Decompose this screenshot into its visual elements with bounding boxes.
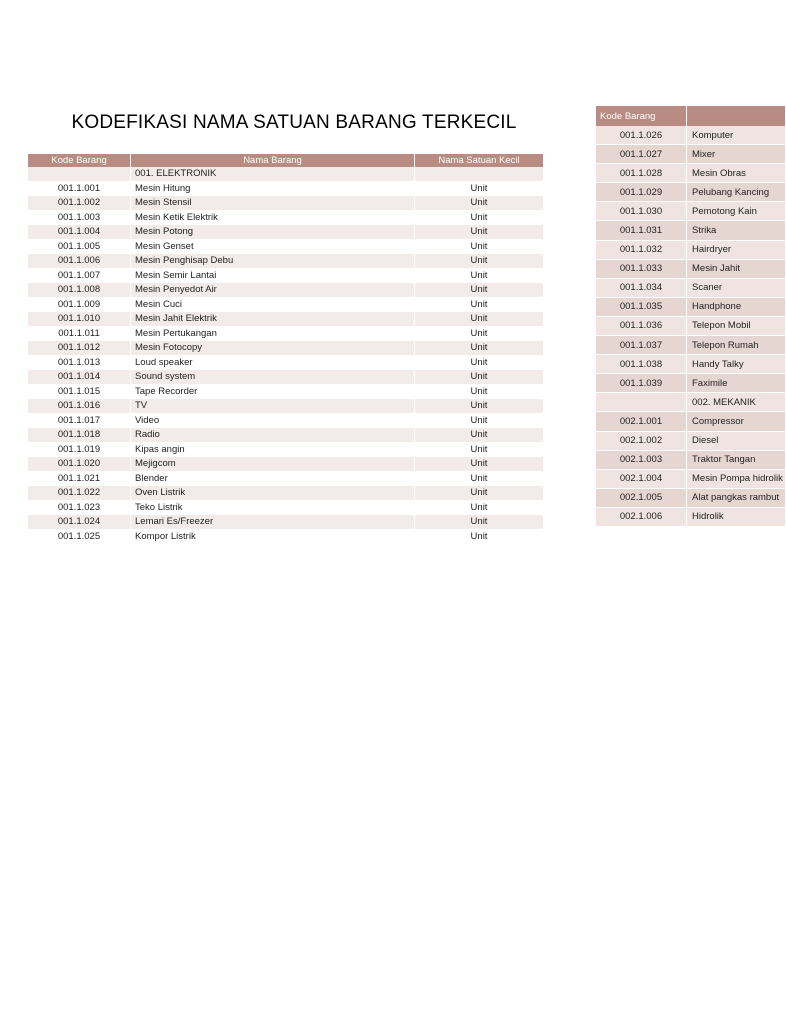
cell-nama-barang: Mejigcom xyxy=(131,457,415,472)
cell-satuan: Unit xyxy=(415,457,544,472)
cell-kode-barang: 001.1.014 xyxy=(28,370,131,385)
table-row xyxy=(28,283,544,298)
cell-satuan: Unit xyxy=(415,196,544,211)
cell-nama-barang: Komputer xyxy=(687,126,786,145)
cell-nama-barang: Lemari Es/Freezer xyxy=(131,515,415,530)
table-row xyxy=(596,393,786,412)
table-row xyxy=(596,297,786,316)
table-row xyxy=(596,278,786,297)
table-row xyxy=(28,413,544,428)
table-row xyxy=(28,428,544,443)
cell-kode-barang: 002.1.003 xyxy=(596,450,687,469)
cell-satuan: Unit xyxy=(415,239,544,254)
cell-kode-barang: 002.1.005 xyxy=(596,488,687,507)
cell-kode-barang: 001.1.037 xyxy=(596,336,687,355)
cell-nama-barang: Faximile xyxy=(687,374,786,393)
table-row xyxy=(28,181,544,196)
cell-kode-barang: 001.1.033 xyxy=(596,259,687,278)
cell-kode-barang: 001.1.008 xyxy=(28,283,131,298)
cell-nama-barang: Radio xyxy=(131,428,415,443)
table-row xyxy=(28,370,544,385)
table-row xyxy=(596,431,786,450)
cell-kode-barang: 001.1.016 xyxy=(28,399,131,414)
cell-nama-barang: Strika xyxy=(687,221,786,240)
table-row xyxy=(596,183,786,202)
cell-nama-barang: Mesin Semir Lantai xyxy=(131,268,415,283)
cell-nama-barang: Sound system xyxy=(131,370,415,385)
cell-kode-barang: 001.1.001 xyxy=(28,181,131,196)
header-nama-barang: Nama Barang xyxy=(131,154,415,167)
cell-satuan xyxy=(415,167,544,181)
cell-kode-barang: 001.1.012 xyxy=(28,341,131,356)
cell-nama-barang: Video xyxy=(131,413,415,428)
cell-nama-barang: Mesin Jahit Elektrik xyxy=(131,312,415,327)
right-table-header-row xyxy=(596,106,786,126)
cell-nama-barang: Mesin Potong xyxy=(131,225,415,240)
table-row xyxy=(28,239,544,254)
cell-satuan: Unit xyxy=(415,297,544,312)
cell-nama-barang: Compressor xyxy=(687,412,786,431)
table-row xyxy=(596,507,786,526)
cell-kode-barang: 001.1.003 xyxy=(28,210,131,225)
cell-nama-barang: Handy Talky xyxy=(687,355,786,374)
table-row xyxy=(28,196,544,211)
cell-nama-barang: Telepon Mobil xyxy=(687,316,786,335)
cell-kode-barang: 001.1.030 xyxy=(596,202,687,221)
cell-kode-barang: 001.1.002 xyxy=(28,196,131,211)
cell-satuan: Unit xyxy=(415,384,544,399)
cell-kode-barang: 001.1.010 xyxy=(28,312,131,327)
table-row xyxy=(28,399,544,414)
cell-nama-barang: Hidrolik xyxy=(687,507,786,526)
cell-satuan: Unit xyxy=(415,355,544,370)
cell-satuan: Unit xyxy=(415,341,544,356)
cell-satuan: Unit xyxy=(415,268,544,283)
cell-satuan: Unit xyxy=(415,283,544,298)
table-row xyxy=(28,210,544,225)
cell-nama-barang: Telepon Rumah xyxy=(687,336,786,355)
cell-satuan: Unit xyxy=(415,471,544,486)
table-row xyxy=(596,412,786,431)
cell-satuan: Unit xyxy=(415,486,544,501)
header-kode-barang: Kode Barang xyxy=(596,106,687,126)
cell-nama-barang: Mesin Pertukangan xyxy=(131,326,415,341)
table-row xyxy=(28,486,544,501)
table-row xyxy=(28,500,544,515)
cell-nama-barang: Alat pangkas rambut xyxy=(687,488,786,507)
cell-nama-barang: Mesin Penghisap Debu xyxy=(131,254,415,269)
table-row xyxy=(28,297,544,312)
table-row xyxy=(28,225,544,240)
cell-nama-barang: 002. MEKANIK xyxy=(687,393,786,412)
table-row xyxy=(28,254,544,269)
cell-kode-barang: 001.1.011 xyxy=(28,326,131,341)
cell-kode-barang: 001.1.013 xyxy=(28,355,131,370)
cell-kode-barang: 001.1.007 xyxy=(28,268,131,283)
right-code-table xyxy=(596,106,786,527)
cell-nama-barang: TV xyxy=(131,399,415,414)
cell-kode-barang: 001.1.015 xyxy=(28,384,131,399)
table-row xyxy=(596,126,786,145)
cell-nama-barang: Mesin Ketik Elektrik xyxy=(131,210,415,225)
left-table-header-row xyxy=(28,154,544,167)
cell-satuan: Unit xyxy=(415,399,544,414)
cell-nama-barang: Mesin Cuci xyxy=(131,297,415,312)
cell-satuan: Unit xyxy=(415,370,544,385)
cell-nama-barang: Hairdryer xyxy=(687,240,786,259)
table-row xyxy=(28,312,544,327)
cell-satuan: Unit xyxy=(415,225,544,240)
cell-satuan: Unit xyxy=(415,312,544,327)
cell-nama-barang: Mesin Hitung xyxy=(131,181,415,196)
cell-satuan: Unit xyxy=(415,210,544,225)
cell-kode-barang: 001.1.027 xyxy=(596,145,687,164)
table-row xyxy=(28,529,544,544)
cell-kode-barang: 001.1.004 xyxy=(28,225,131,240)
page-title: KODEFIKASI NAMA SATUAN BARANG TERKECIL xyxy=(71,112,517,133)
cell-nama-barang: Pelubang Kancing xyxy=(687,183,786,202)
cell-kode-barang: 001.1.024 xyxy=(28,515,131,530)
left-code-table xyxy=(28,154,544,544)
cell-nama-barang: Pemotong Kain xyxy=(687,202,786,221)
cell-nama-barang: Teko Listrik xyxy=(131,500,415,515)
cell-satuan: Unit xyxy=(415,413,544,428)
table-row xyxy=(28,355,544,370)
cell-nama-barang: Mesin Penyedot Air xyxy=(131,283,415,298)
cell-nama-barang: Tape Recorder xyxy=(131,384,415,399)
cell-nama-barang: Kompor Listrik xyxy=(131,529,415,544)
cell-nama-barang: Oven Listrik xyxy=(131,486,415,501)
cell-kode-barang: 002.1.001 xyxy=(596,412,687,431)
table-row xyxy=(596,145,786,164)
cell-nama-barang: Mesin Fotocopy xyxy=(131,341,415,356)
cell-kode-barang: 002.1.004 xyxy=(596,469,687,488)
table-row xyxy=(596,469,786,488)
cell-kode-barang: 001.1.036 xyxy=(596,316,687,335)
table-row xyxy=(596,488,786,507)
cell-nama-barang: Mesin Pompa hidrolik xyxy=(687,469,786,488)
cell-kode-barang: 001.1.006 xyxy=(28,254,131,269)
cell-kode-barang xyxy=(596,393,687,412)
cell-nama-barang: Loud speaker xyxy=(131,355,415,370)
cell-kode-barang: 001.1.026 xyxy=(596,126,687,145)
header-kode-barang: Kode Barang xyxy=(28,154,131,167)
cell-kode-barang: 001.1.029 xyxy=(596,183,687,202)
cell-nama-barang: Diesel xyxy=(687,431,786,450)
header-nama-barang xyxy=(687,106,786,126)
table-row xyxy=(28,341,544,356)
cell-satuan: Unit xyxy=(415,529,544,544)
cell-kode-barang: 001.1.023 xyxy=(28,500,131,515)
table-row xyxy=(28,268,544,283)
cell-kode-barang: 001.1.025 xyxy=(28,529,131,544)
table-row xyxy=(596,164,786,183)
cell-kode-barang: 001.1.009 xyxy=(28,297,131,312)
cell-kode-barang: 001.1.035 xyxy=(596,297,687,316)
cell-kode-barang: 001.1.021 xyxy=(28,471,131,486)
cell-kode-barang: 001.1.038 xyxy=(596,355,687,374)
cell-kode-barang: 001.1.018 xyxy=(28,428,131,443)
cell-kode-barang: 001.1.019 xyxy=(28,442,131,457)
cell-satuan: Unit xyxy=(415,428,544,443)
table-row xyxy=(28,167,544,181)
table-row xyxy=(596,240,786,259)
cell-nama-barang: Mesin Genset xyxy=(131,239,415,254)
table-row xyxy=(28,442,544,457)
cell-nama-barang: 001. ELEKTRONIK xyxy=(131,167,415,181)
cell-kode-barang: 002.1.006 xyxy=(596,507,687,526)
cell-kode-barang: 001.1.031 xyxy=(596,221,687,240)
cell-satuan: Unit xyxy=(415,500,544,515)
cell-nama-barang: Mixer xyxy=(687,145,786,164)
cell-nama-barang: Traktor Tangan xyxy=(687,450,786,469)
cell-kode-barang: 001.1.022 xyxy=(28,486,131,501)
cell-nama-barang: Handphone xyxy=(687,297,786,316)
cell-satuan: Unit xyxy=(415,326,544,341)
table-row xyxy=(596,221,786,240)
table-row xyxy=(596,355,786,374)
cell-satuan: Unit xyxy=(415,181,544,196)
cell-kode-barang: 001.1.020 xyxy=(28,457,131,472)
cell-kode-barang: 001.1.017 xyxy=(28,413,131,428)
table-row xyxy=(28,384,544,399)
table-row xyxy=(596,450,786,469)
cell-satuan: Unit xyxy=(415,442,544,457)
cell-kode-barang: 001.1.032 xyxy=(596,240,687,259)
header-nama-satuan: Nama Satuan Kecil xyxy=(415,154,544,167)
table-row xyxy=(596,259,786,278)
table-row xyxy=(28,471,544,486)
table-row xyxy=(28,515,544,530)
cell-nama-barang: Kipas angin xyxy=(131,442,415,457)
cell-nama-barang: Blender xyxy=(131,471,415,486)
table-row xyxy=(28,326,544,341)
table-row xyxy=(28,457,544,472)
table-row xyxy=(596,374,786,393)
cell-kode-barang: 001.1.034 xyxy=(596,278,687,297)
cell-kode-barang: 001.1.039 xyxy=(596,374,687,393)
table-row xyxy=(596,336,786,355)
cell-nama-barang: Scaner xyxy=(687,278,786,297)
cell-nama-barang: Mesin Obras xyxy=(687,164,786,183)
cell-kode-barang: 001.1.005 xyxy=(28,239,131,254)
cell-kode-barang: 002.1.002 xyxy=(596,431,687,450)
cell-nama-barang: Mesin Stensil xyxy=(131,196,415,211)
cell-nama-barang: Mesin Jahit xyxy=(687,259,786,278)
table-row xyxy=(596,316,786,335)
cell-kode-barang xyxy=(28,167,131,181)
table-row xyxy=(596,202,786,221)
cell-kode-barang: 001.1.028 xyxy=(596,164,687,183)
cell-satuan: Unit xyxy=(415,515,544,530)
cell-satuan: Unit xyxy=(415,254,544,269)
